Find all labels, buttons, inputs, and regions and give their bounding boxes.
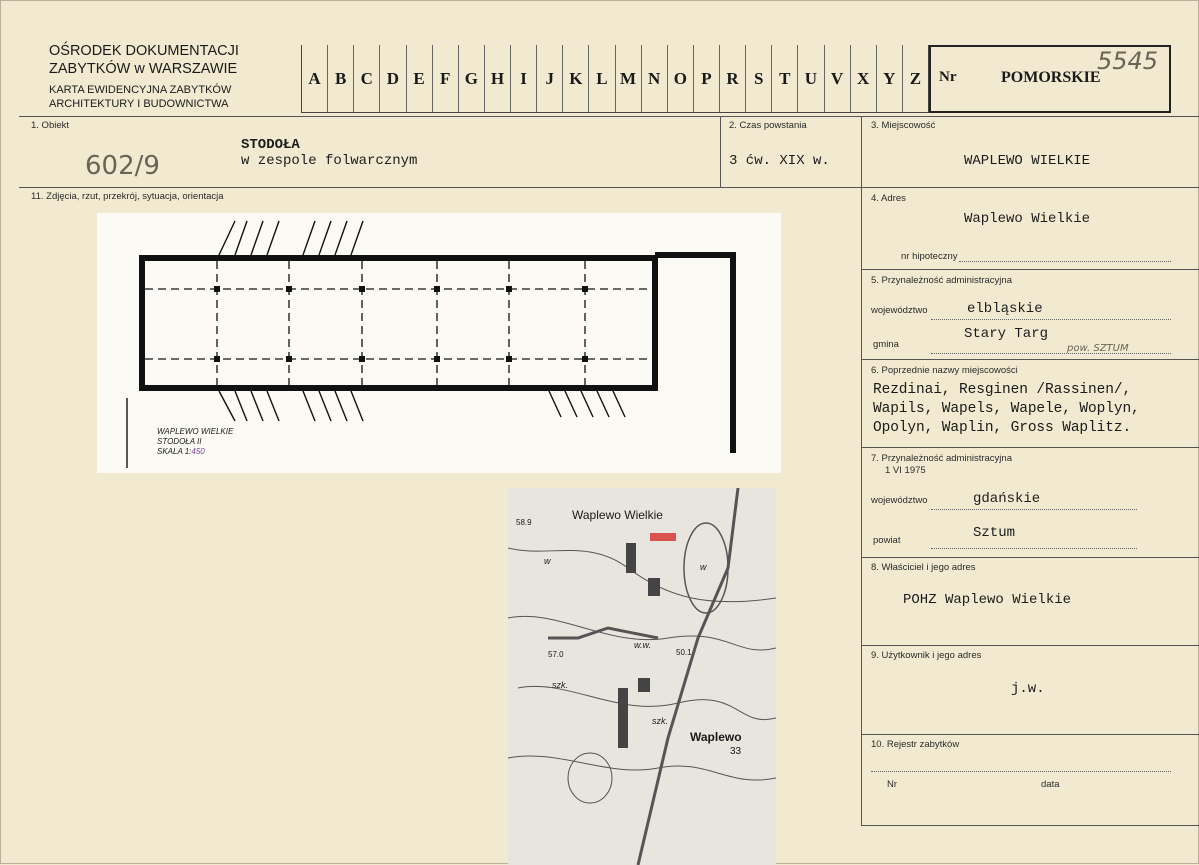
label-wojewodztwo-1975: województwo bbox=[871, 495, 928, 506]
object-subtitle: w zespole folwarcznym bbox=[241, 153, 418, 169]
label-gmina: gmina bbox=[873, 339, 899, 350]
previous-names-line: Wapils, Wapels, Wapele, Woplyn, bbox=[873, 401, 1140, 417]
miejscowosc-value: WAPLEWO WIELKIE bbox=[964, 153, 1091, 169]
map-label: w.w. bbox=[634, 640, 652, 650]
wojewodztwo-1975-line bbox=[931, 509, 1137, 510]
previous-names-line: Opolyn, Waplin, Gross Waplitz. bbox=[873, 420, 1132, 436]
nr-box bbox=[929, 45, 1171, 113]
label-zdjecia: 11. Zdjęcia, rzut, przekrój, sytuacja, orientacja bbox=[31, 191, 224, 202]
index-letter: X bbox=[851, 45, 877, 112]
index-letter: A bbox=[302, 45, 328, 112]
previous-names bbox=[873, 381, 1140, 438]
label-wojewodztwo: województwo bbox=[871, 305, 928, 316]
index-letter: U bbox=[798, 45, 824, 112]
handwritten-number: 5545 bbox=[1097, 47, 1159, 75]
label-obiekt: 1. Obiekt bbox=[31, 120, 70, 131]
label-data: data bbox=[1041, 779, 1060, 790]
handwritten-code: 602/9 bbox=[85, 151, 160, 181]
rejestr-line bbox=[871, 771, 1171, 772]
divider bbox=[861, 645, 1199, 646]
label-czas-powstania: 2. Czas powstania bbox=[729, 120, 807, 131]
wlasciciel-value: POHZ Waplewo Wielkie bbox=[903, 592, 1072, 608]
index-letter: M bbox=[616, 45, 642, 112]
map-label: 33 bbox=[730, 746, 742, 757]
index-letter: H bbox=[485, 45, 511, 112]
label-uzytkownik: 9. Użytkownik i jego adres bbox=[871, 650, 982, 661]
annex-wall bbox=[655, 255, 733, 453]
index-letter: V bbox=[825, 45, 851, 112]
object-title: STODOŁA bbox=[241, 137, 300, 153]
map-label: w bbox=[700, 562, 707, 572]
map-town: Waplewo bbox=[690, 730, 742, 744]
label-adres: 4. Adres bbox=[871, 193, 906, 204]
nr-label: Nr bbox=[939, 69, 957, 85]
alphabet-index bbox=[301, 45, 929, 113]
index-letter: B bbox=[328, 45, 354, 112]
plan-caption bbox=[157, 427, 233, 457]
divider bbox=[19, 116, 1199, 117]
label-miejscowosc: 3. Miejscowość bbox=[871, 120, 936, 131]
index-letter: L bbox=[589, 45, 615, 112]
index-letter: D bbox=[380, 45, 406, 112]
previous-names-line: Rezdinai, Resginen /Rassinen/, bbox=[873, 382, 1132, 398]
divider bbox=[861, 116, 862, 826]
map-label: 57.0 bbox=[548, 650, 564, 659]
index-letter: O bbox=[668, 45, 694, 112]
index-letter: K bbox=[563, 45, 589, 112]
divider bbox=[861, 447, 1199, 448]
pow-note: pow. SZTUM bbox=[1067, 343, 1129, 354]
region-name: POMORSKIE bbox=[1001, 69, 1101, 86]
plan-caption-place: WAPLEWO WIELKIE bbox=[157, 427, 234, 436]
index-letter: P bbox=[694, 45, 720, 112]
scale-label: SKALA 1: bbox=[157, 447, 192, 456]
scale-value: 450 bbox=[191, 447, 205, 456]
wojewodztwo-line bbox=[931, 319, 1171, 320]
label-przynaleznosc-1975: 7. Przynależność administracyjna bbox=[871, 453, 1012, 464]
divider bbox=[861, 825, 1199, 826]
org-line1: OŚRODEK DOKUMENTACJI bbox=[49, 43, 239, 59]
map-label: 58.9 bbox=[516, 518, 532, 527]
label-hipoteczny: nr hipoteczny bbox=[901, 251, 958, 262]
divider bbox=[861, 269, 1199, 270]
divider bbox=[720, 116, 721, 187]
index-letter: G bbox=[459, 45, 485, 112]
card-type bbox=[49, 83, 269, 111]
situation-map bbox=[508, 488, 776, 865]
card-line2: ARCHITEKTURY I BUDOWNICTWA bbox=[49, 98, 229, 110]
map-title: Waplewo Wielkie bbox=[572, 508, 663, 522]
index-letter: T bbox=[772, 45, 798, 112]
map-label: 50.1 bbox=[676, 648, 692, 657]
adres-value: Waplewo Wielkie bbox=[964, 211, 1091, 227]
wojewodztwo-1975-value: gdańskie bbox=[973, 491, 1041, 507]
card-line1: KARTA EWIDENCYJNA ZABYTKÓW bbox=[49, 84, 232, 96]
powiat-line bbox=[931, 548, 1137, 549]
index-letter: J bbox=[537, 45, 563, 112]
index-letter: E bbox=[407, 45, 433, 112]
index-letter: R bbox=[720, 45, 746, 112]
index-letter: Y bbox=[877, 45, 903, 112]
label-nr: Nr bbox=[887, 779, 898, 790]
barn-wall bbox=[142, 258, 655, 388]
label-przynaleznosc: 5. Przynależność administracyjna bbox=[871, 275, 1012, 286]
index-letter: F bbox=[433, 45, 459, 112]
column-marks bbox=[214, 286, 588, 362]
index-letter: C bbox=[354, 45, 380, 112]
label-poprzednie-nazwy: 6. Poprzednie nazwy miejscowości bbox=[871, 365, 1018, 376]
czas-powstania-value: 3 ćw. XIX w. bbox=[729, 153, 830, 169]
gmina-line bbox=[931, 353, 1171, 354]
label-wlasciciel: 8. Właściciel i jego adres bbox=[871, 562, 976, 573]
plan-caption-scale bbox=[157, 447, 233, 457]
divider bbox=[861, 734, 1199, 735]
index-letter: Z bbox=[909, 68, 922, 88]
divider bbox=[861, 359, 1199, 360]
label-rejestr: 10. Rejestr zabytków bbox=[871, 739, 960, 750]
grid-lines bbox=[145, 261, 653, 385]
map-label: szk. bbox=[652, 716, 669, 726]
divider bbox=[19, 187, 1199, 188]
map-drawing bbox=[508, 488, 776, 865]
label-date-1975: 1 VI 1975 bbox=[885, 465, 926, 476]
plan-caption-object: STODOŁA II bbox=[157, 437, 202, 446]
index-letter: S bbox=[746, 45, 772, 112]
wojewodztwo-value: elbląskie bbox=[967, 301, 1043, 317]
hipoteczny-line bbox=[959, 261, 1171, 262]
index-letter: N bbox=[642, 45, 668, 112]
uzytkownik-value: j.w. bbox=[1011, 681, 1045, 697]
label-powiat: powiat bbox=[873, 535, 901, 546]
gmina-value: Stary Targ bbox=[964, 326, 1049, 342]
object-marker bbox=[650, 533, 676, 541]
index-letter: I bbox=[511, 45, 537, 112]
powiat-value: Sztum bbox=[973, 525, 1016, 541]
map-label: w bbox=[544, 556, 551, 566]
map-label: szk. bbox=[552, 680, 569, 690]
divider bbox=[861, 557, 1199, 558]
floor-plan-photo bbox=[97, 213, 781, 473]
org-line2: ZABYTKÓW w WARSZAWIE bbox=[49, 61, 238, 77]
org-name bbox=[49, 42, 249, 78]
